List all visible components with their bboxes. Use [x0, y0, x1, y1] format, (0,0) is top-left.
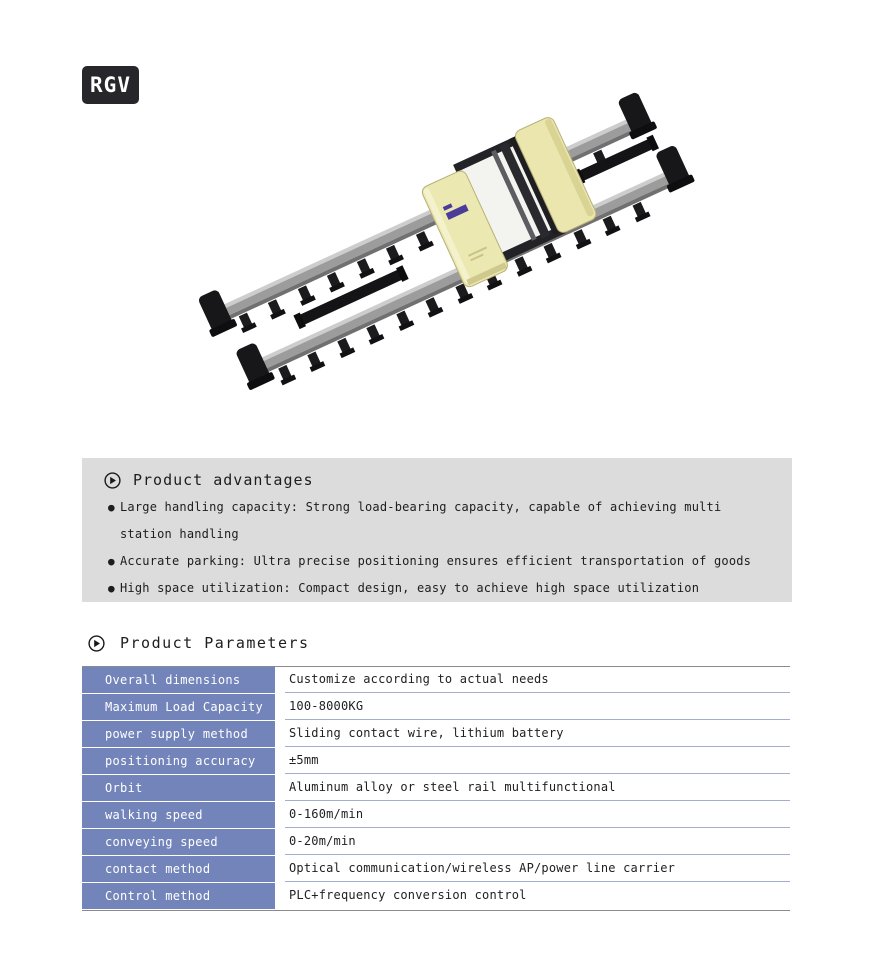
- advantage-item: [108, 548, 774, 575]
- bullet-icon: ●: [108, 582, 115, 595]
- param-label: conveying speed: [82, 829, 275, 855]
- param-value: Customize according to actual needs: [285, 667, 790, 693]
- bullet-icon: ●: [108, 501, 115, 514]
- param-value: PLC+frequency conversion control: [289, 888, 527, 902]
- param-label: Orbit: [82, 775, 275, 801]
- table-row: [82, 802, 790, 828]
- parameters-header: [82, 630, 310, 656]
- advantages-panel: [82, 458, 792, 602]
- param-label: positioning accuracy: [82, 748, 275, 774]
- rgv-product-illustration: [165, 80, 785, 420]
- advantages-list: [108, 494, 774, 602]
- bullet-icon: ●: [108, 555, 115, 568]
- param-label: contact method: [82, 856, 275, 882]
- param-label: Maximum Load Capacity: [82, 694, 275, 720]
- advantage-text: High space utilization: Compact design, easy to achieve high space utilization: [120, 581, 700, 595]
- table-row: [82, 721, 790, 747]
- param-label: Overall dimensions: [82, 667, 275, 693]
- table-row: [82, 883, 790, 909]
- param-value: 0-20m/min: [285, 829, 790, 855]
- param-value: 100-8000KG: [285, 694, 790, 720]
- param-label: Control method: [82, 883, 275, 909]
- table-row: [82, 775, 790, 801]
- table-row: [82, 829, 790, 855]
- product-badge-label: RGV: [90, 73, 131, 97]
- param-value: Optical communication/wireless AP/power line carrier: [285, 856, 790, 882]
- param-label: walking speed: [82, 802, 275, 828]
- param-value: Sliding contact wire, lithium battery: [285, 721, 790, 747]
- advantage-item: [108, 575, 774, 602]
- param-value: Aluminum alloy or steel rail multifunctional: [285, 775, 790, 801]
- shuttle-vehicle: [415, 115, 602, 289]
- table-row: [82, 694, 790, 720]
- parameters-table: [82, 666, 790, 911]
- section-arrow-icon: [88, 635, 105, 652]
- param-label: power supply method: [82, 721, 275, 747]
- advantages-title-row: [94, 466, 774, 494]
- param-value: ±5mm: [285, 748, 790, 774]
- table-row: [82, 748, 790, 774]
- table-bottom-border: [82, 910, 790, 911]
- parameters-title: Product Parameters: [120, 634, 310, 652]
- table-row: [82, 856, 790, 882]
- advantage-text: Accurate parking: Ultra precise positioning ensures efficient transportation of goods: [120, 554, 752, 568]
- param-value: 0-160m/min: [285, 802, 790, 828]
- advantage-item: [108, 494, 774, 548]
- advantage-text: Large handling capacity: Strong load-bearing capacity, capable of achieving multi station handling: [120, 500, 722, 541]
- table-rows: [82, 667, 790, 909]
- section-arrow-icon: [104, 472, 121, 489]
- product-badge: [82, 66, 139, 104]
- advantages-title: Product advantages: [133, 471, 314, 489]
- rail-scene: [187, 80, 700, 404]
- table-row: [82, 667, 790, 693]
